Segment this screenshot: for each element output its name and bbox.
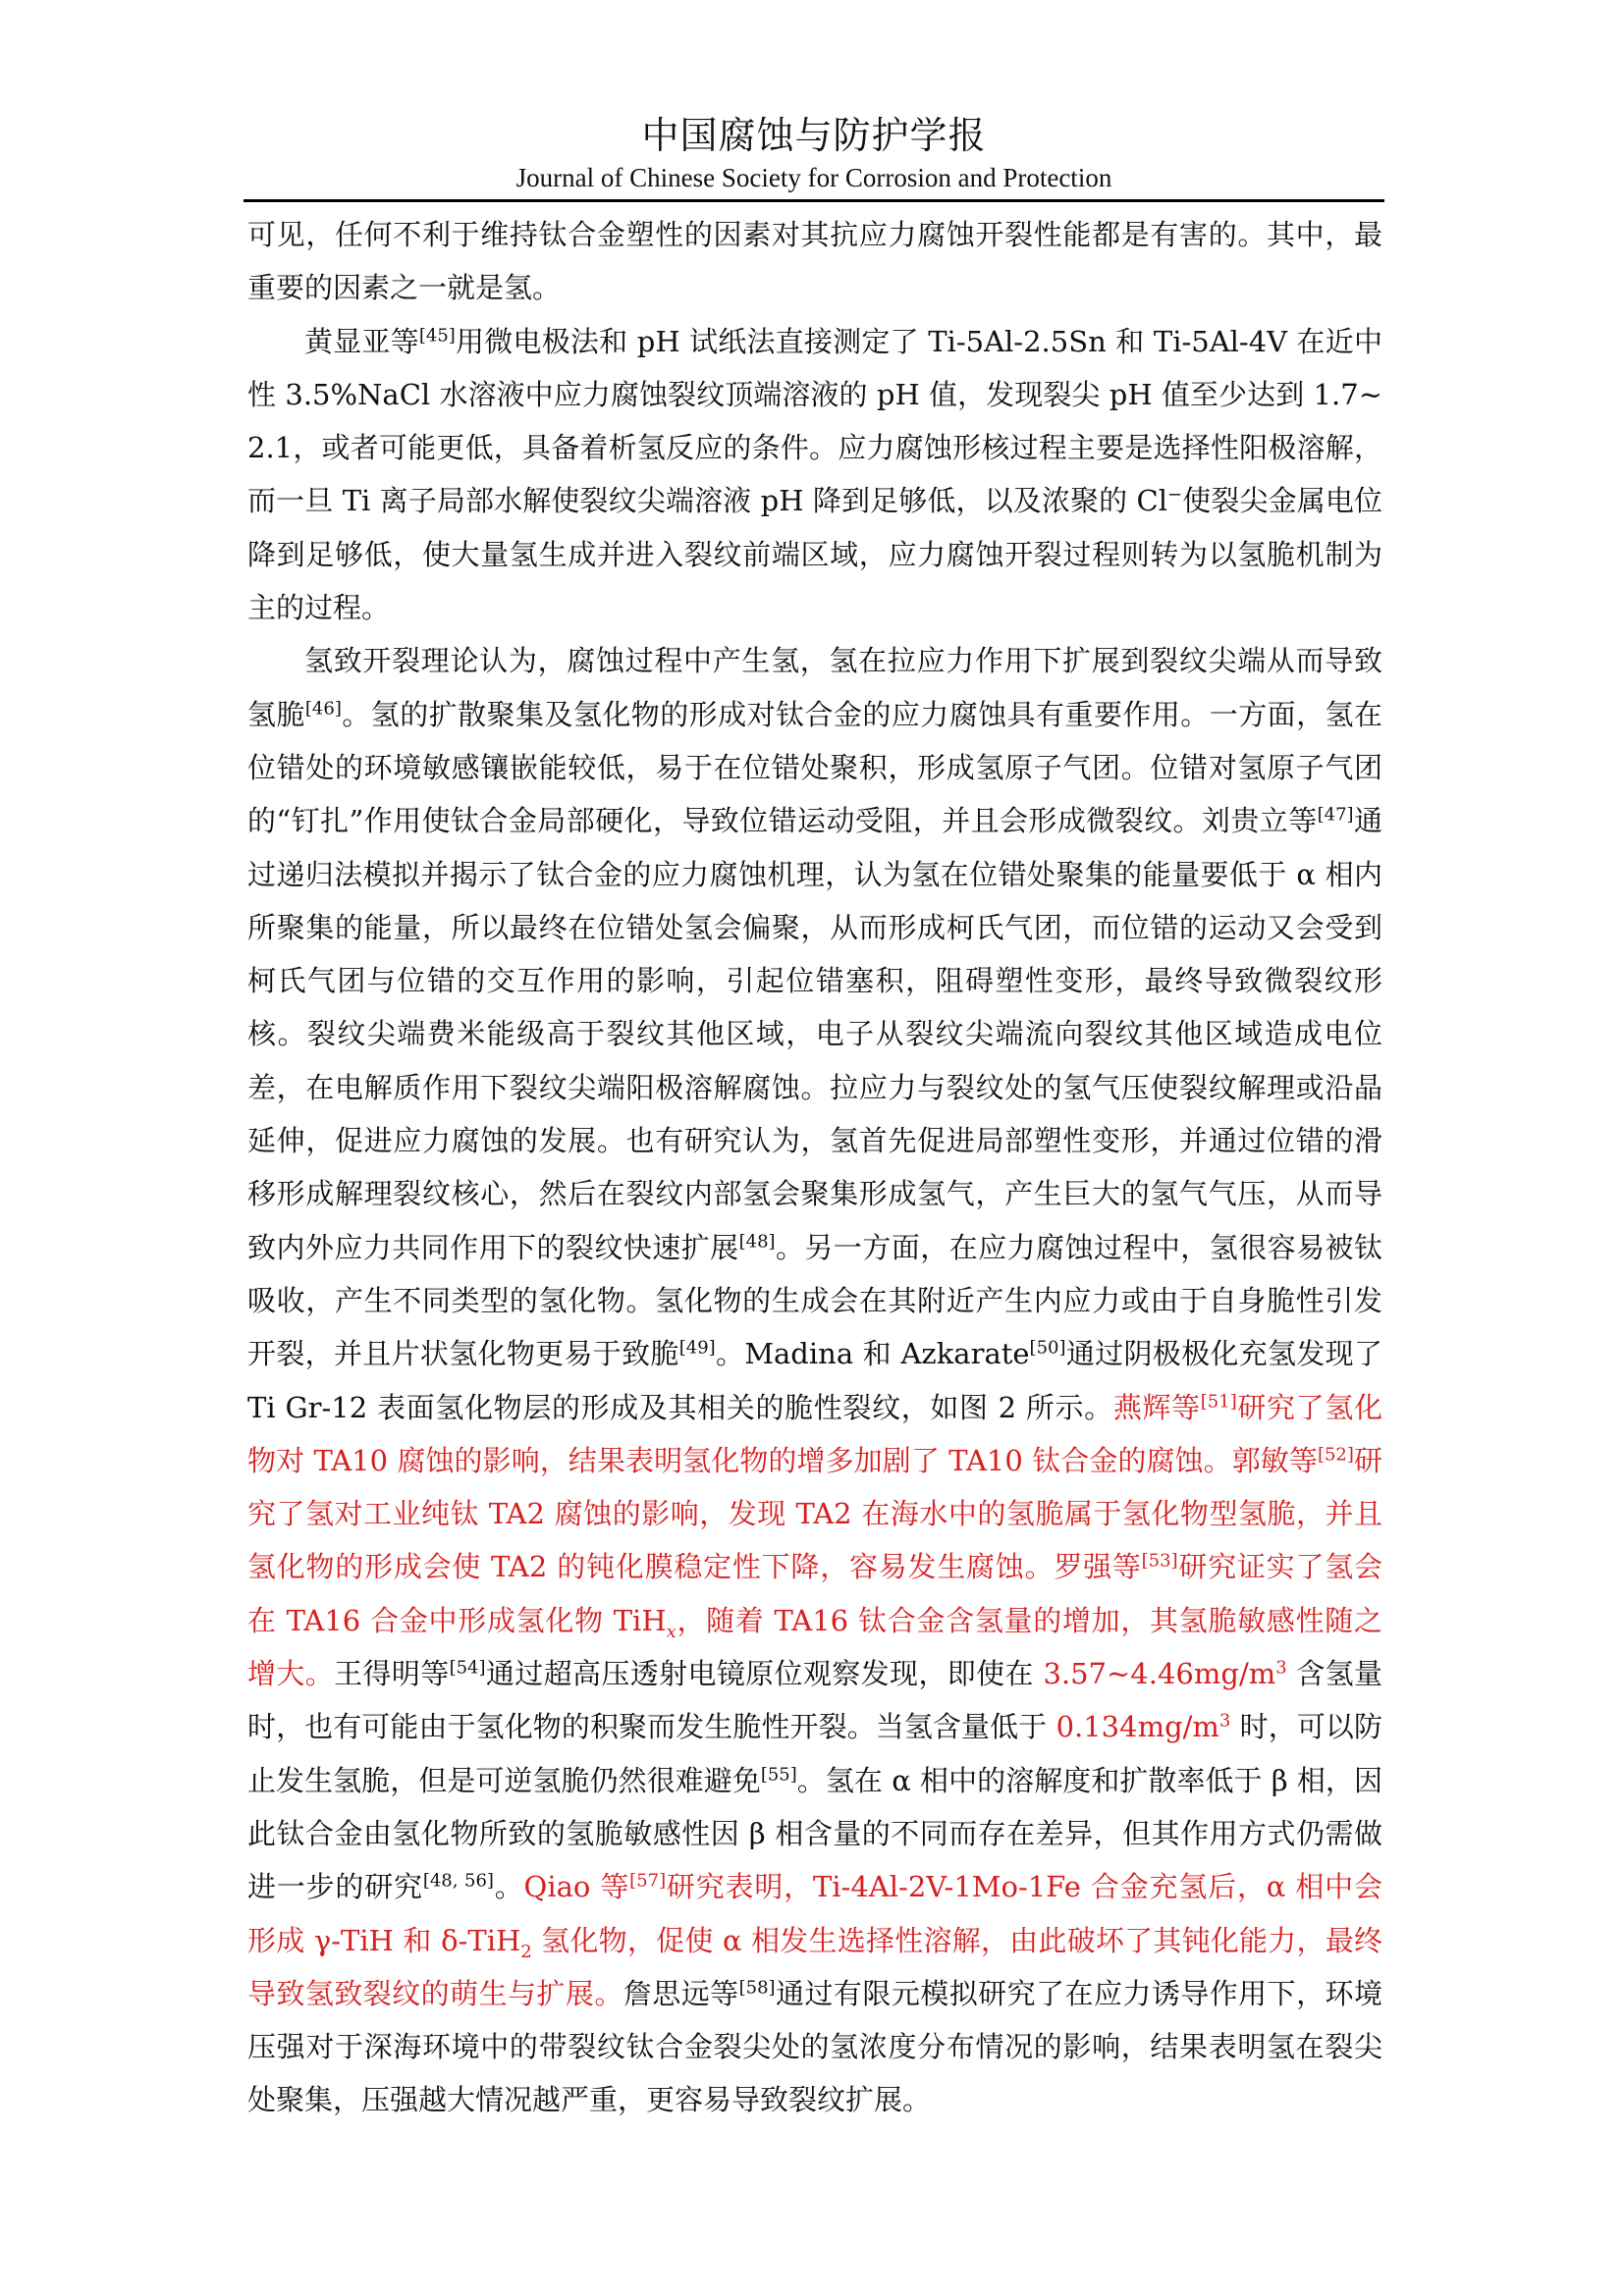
citation-49: [49] [678,1337,716,1359]
superscript-3: 3 [1275,1657,1287,1679]
subscript-2: 2 [520,1941,532,1962]
highlighted-value: 0.134mg/m [1056,1710,1219,1744]
superscript-3: 3 [1218,1710,1231,1732]
citation-51: [51] [1200,1390,1237,1412]
citation-53: [53] [1141,1550,1178,1572]
text-run: 使裂尖金属电位降到足够低，使大量氢生成并进入裂纹前端区域，应力腐蚀开裂过程则转为以氢脆机制为主的过程。 [247,484,1382,625]
highlighted-text: 研究表明，Ti-4Al-2V-1Mo-1Fe 合金充氢后，α 相中会形成 γ-TiH 和 δ-TiH [247,1870,1382,1957]
text-run: 。另一方面，在应力腐蚀过程中，氢很容易被钛吸收，产生不同类型的氢化物。氢化物的生成会在其附近产生内应力或由于自身脆性引发开裂，并且片状氢化物更易于致脆 [247,1230,1382,1371]
text-run: 。Madina 和 Azkarate [715,1337,1030,1371]
text-run: 含氢量时，也有可能由于氢化物的积聚而发生脆性开裂。当氢含量低于 [247,1657,1382,1744]
text-run: 。氢在 α 相中的溶解度和扩散率低于 β 相，因此钛合金由氢化物所致的氢脆敏感性因 β 相含量的不同而存在差异，但其作用方式仍需做进一步的研究 [247,1763,1382,1904]
header-rule [244,199,1384,202]
journal-title-en: Journal of Chinese Society for Corrosion and Protection [515,163,1112,192]
paragraph-2 [247,315,1382,635]
highlighted-text: 研究证实了氢会在 TA16 合金中形成氢化物 TiH [247,1550,1382,1637]
text-run: 通过有限元模拟研究了在应力诱导作用下，环境压强对于深海环境中的带裂纹钛合金裂尖处的氢浓度分布情况的影响，结果表明氢在裂尖处聚集，压强越大情况越严重，更容易导致裂纹扩展。 [247,1976,1382,2117]
text-run: 。 [493,1870,524,1904]
citation-55: [55] [760,1763,797,1785]
citation-47: [47] [1317,804,1354,826]
citation-50: [50] [1029,1337,1066,1359]
citation-54: [54] [449,1657,486,1679]
text-run: 用微电极法和 pH 试纸法直接测定了 Ti-5Al-2.5Sn 和 Ti-5Al-4V 在近中性 3.5%NaCl 水溶液中应力腐蚀裂纹顶端溶液的 pH 值，发现裂尖 pH 值至少达到 1.7~2.1，或者可能更低，具备着析氢反应的条件。应力腐蚀形核过程主要是选择性阳极溶解，而一旦 Ti 离子局部水解使裂纹尖端溶液 pH 降到足够低，以及浓聚的 Cl [247,324,1382,518]
highlighted-text: ，随着 TA16 钛合金含氢量的增加，其氢脆敏感性随之增大。 [247,1603,1382,1691]
highlighted-text: 燕辉等 [1112,1390,1201,1424]
citation-52: [52] [1317,1444,1354,1466]
text-run: 通过递归法模拟并揭示了钛合金的应力腐蚀机理，认为氢在位错处聚集的能量要低于 α 相内所聚集的能量，所以最终在位错处氢会偏聚，从而形成柯氏气团，而位错的运动又会受到柯氏气团与位错的交互作用的影响，引起位错塞积，阻碍塑性变形，最终导致微裂纹形核。裂纹尖端费米能级高于裂纹其他区域，电子从裂纹尖端流向裂纹其他区域造成电位差，在电解质作用下裂纹尖端阳极溶解腐蚀。拉应力与裂纹处的氢气压使裂纹解理或沿晶延伸，促进应力腐蚀的发展。也有研究认为，氢首先促进局部塑性变形，并通过位错的滑移形成解理裂纹核心，然后在裂纹内部氢会聚集形成氢气，产生巨大的氢气气压，从而导致内外应力共同作用下的裂纹快速扩展 [247,804,1382,1264]
superscript-minus: − [1167,484,1183,506]
text-run: 詹思远等 [623,1976,739,2010]
article-body [247,208,1382,2127]
paragraph-1 [247,208,1382,315]
text-run: 通过超高压透射电镜原位观察发现，即使在 [485,1657,1044,1691]
citation-58: [58] [738,1977,776,1999]
highlighted-text: 研究了氢对工业纯钛 TA2 腐蚀的影响，发现 TA2 在海水中的氢脆属于氢化物型氢脆，并且氢化物的形成会使 TA2 的钝化膜稳定性下降，容易发生腐蚀。罗强等 [247,1443,1382,1584]
text-run: 可见，任何不利于维持钛合金塑性的因素对其抗应力腐蚀开裂性能都是有害的。其中，最重要的因素之一就是氢。 [247,218,1382,305]
highlighted-text: 氢化物，促使 α 相发生选择性溶解，由此破坏了其钝化能力，最终导致氢致裂纹的萌生与扩展。 [247,1923,1382,2010]
text-run: 黄显亚等 [304,324,419,358]
highlighted-value: 3.57~4.46mg/m [1043,1657,1276,1691]
subscript-x: x [666,1621,677,1642]
journal-title-cn: 中国腐蚀与防护学报 [641,114,987,157]
citation-57: [57] [629,1870,667,1892]
text-run: 氢致开裂理论认为，腐蚀过程中产生氢，氢在拉应力作用下扩展到裂纹尖端从而导致氢脆 [247,644,1382,731]
citation-48: [48] [738,1230,776,1252]
citation-45: [45] [418,324,456,346]
citation-46: [46] [304,698,342,720]
text-run: 。氢的扩散聚集及氢化物的形成对钛合金的应力腐蚀具有重要作用。一方面，氢在位错处的环境敏感镶嵌能较低，易于在位错处聚积，形成氢原子气团。位错对氢原子气团的“钉扎”作用使钛合金局部硬化，导致位错运动受阻，并且会形成微裂纹。刘贵立等 [247,697,1382,838]
text-run: 王得明等 [334,1657,450,1691]
journal-header [244,110,1384,194]
highlighted-text: Qiao 等 [523,1870,630,1904]
text-run: 时，可以防止发生氢脆，但是可逆氢脆仍然很难避免 [247,1710,1382,1797]
text-run: 通过阴极极化充氢发现了 Ti Gr-12 表面氢化物层的形成及其相关的脆性裂纹，如图 2 所示。 [247,1337,1382,1424]
citation-48-56: [48, 56] [422,1870,494,1892]
paragraph-3 [247,634,1382,2126]
highlighted-text: 研究了氢化物对 TA10 腐蚀的影响，结果表明氢化物的增多加剧了 TA10 钛合金的腐蚀。郭敏等 [247,1390,1382,1477]
